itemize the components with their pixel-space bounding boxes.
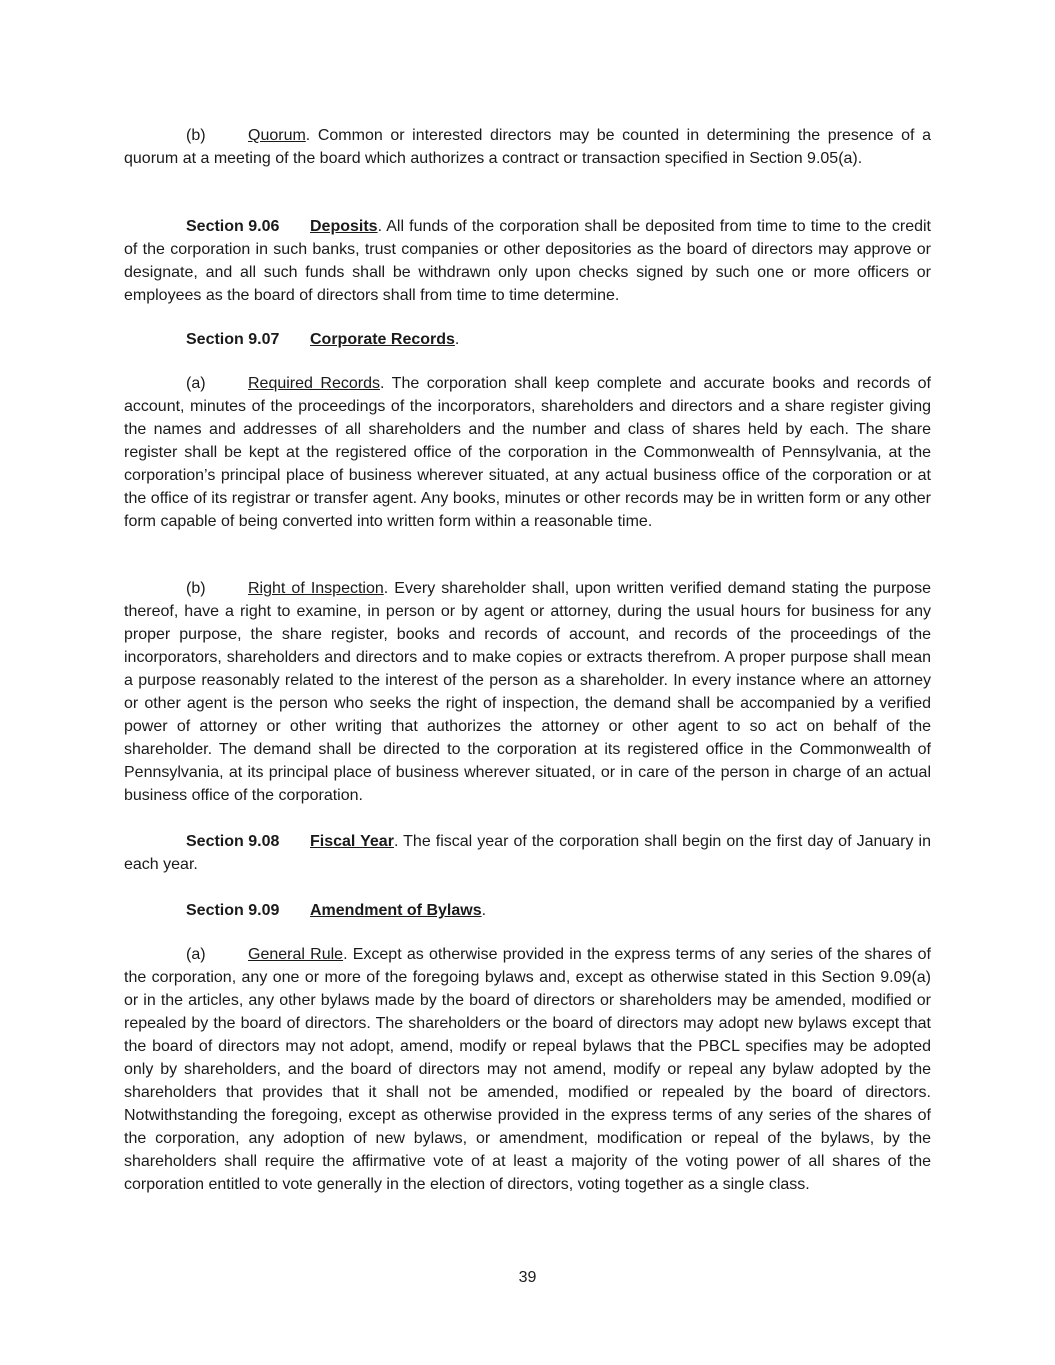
section-body: . The fiscal year of the corporation shall begin on the first day of January in each year. bbox=[124, 833, 932, 873]
section-title: Deposits bbox=[310, 218, 378, 235]
paragraph-quorum bbox=[124, 124, 931, 170]
section-number: Section 9.08 bbox=[186, 833, 280, 850]
section-title: Amendment of Bylaws bbox=[310, 902, 482, 919]
paragraph-required-records bbox=[124, 372, 931, 533]
section-title: Corporate Records bbox=[310, 331, 455, 348]
clause-label: (a) bbox=[186, 946, 206, 963]
section-9-07-corporate-records bbox=[124, 328, 931, 351]
section-number: Section 9.09 bbox=[186, 902, 280, 919]
clause-label: (b) bbox=[186, 580, 206, 597]
page-number: 39 bbox=[518, 1269, 537, 1286]
section-number: Section 9.07 bbox=[186, 331, 280, 348]
clause-label: (b) bbox=[186, 127, 206, 144]
clause-body: . Every shareholder shall, upon written verified demand stating the purpose thereof, have a right to examine, in person or by agent or attorney, during the usual hours for business for any proper purpose, the share register, books and records of account, and records of the proceedings of the incorporators, shareholders and directors and to make copies or extracts therefrom. A proper purpose shall mean a purpose reasonably related to the interest of the person as a shareholder. In every instance where an attorney or other agent is the person who seeks the right of inspection, the demand shall be accompanied by a verified power of attorney or other writing that authorizes the attorney or other agent to so act on behalf of the shareholder. The demand shall be directed to the corporation at its registered office in the Commonwealth of Pennsylvania, at its principal place of business wherever situated, or in care of the person in charge of an actual business office of the corporation. bbox=[124, 580, 931, 804]
section-9-06-deposits bbox=[124, 215, 931, 307]
section-body: . bbox=[454, 331, 460, 348]
clause-body: . Except as otherwise provided in the express terms of any series of the shares of the corporation, any one or more of the foregoing bylaws and, except as otherwise stated in this Section 9.09(a) or in the articles, any other bylaws made by the board of directors or shareholders may be amended, modified or repealed by the board of directors. The shareholders or the board of directors may adopt new bylaws except that the board of directors may not adopt, amend, modify or repeal bylaws that the PBCL specifies may be adopted only by shareholders, and the board of directors may not amend, modify or repeal any bylaw adopted by the shareholders that provides that it shall not be amended, modified or repealed by the board of directors. Notwithstanding the foregoing, except as otherwise provided in the express terms of any series of the shares of the corporation, any adoption of new bylaws, or amendment, modification or repeal of the bylaws, by the shareholders shall require the affirmative vote of at least a majority of the voting power of all shares of the corporation entitled to vote generally in the election of directors, voting together as a single class. bbox=[124, 946, 932, 1193]
section-9-08-fiscal-year bbox=[124, 830, 931, 876]
section-body: . All funds of the corporation shall be deposited from time to time to the credit of the corporation in such banks, trust companies or other depositories as the board of directors may approve or designate, and all such funds shall be withdrawn only upon checks signed by such one or more officers or employees as the board of directors shall from time to time determine. bbox=[124, 218, 931, 304]
section-9-09-amendment-of-bylaws bbox=[124, 899, 931, 922]
paragraph-general-rule bbox=[124, 943, 931, 1196]
paragraph-right-of-inspection bbox=[124, 577, 931, 807]
section-number: Section 9.06 bbox=[186, 218, 280, 235]
clause-body: . The corporation shall keep complete and accurate books and records of account, minutes of the proceedings of the incorporators, shareholders and directors and a share register giving the names and addresses of all shareholders and the number and class of shares held by each. The share register shall be kept at the registered office of the corporation in the Commonwealth of Pennsylvania, at the corporation’s principal place of business wherever situated, at any actual business office of the corporation or at the office of its registrar or transfer agent. Any books, minutes or other records may be in written form or any other form capable of being converted into written form within a reasonable time. bbox=[124, 375, 932, 530]
clause-title: Right of Inspection bbox=[248, 580, 384, 597]
clause-label: (a) bbox=[186, 375, 206, 392]
clause-title: General Rule bbox=[248, 946, 344, 963]
clause-body: . Common or interested directors may be counted in determining the presence of a quorum at a meeting of the board which authorizes a contract or transaction specified in Section 9.05(a). bbox=[124, 127, 931, 167]
section-title: Fiscal Year bbox=[310, 833, 394, 850]
section-body: . bbox=[481, 902, 487, 919]
clause-title: Required Records bbox=[248, 375, 381, 392]
clause-title: Quorum bbox=[248, 127, 306, 144]
